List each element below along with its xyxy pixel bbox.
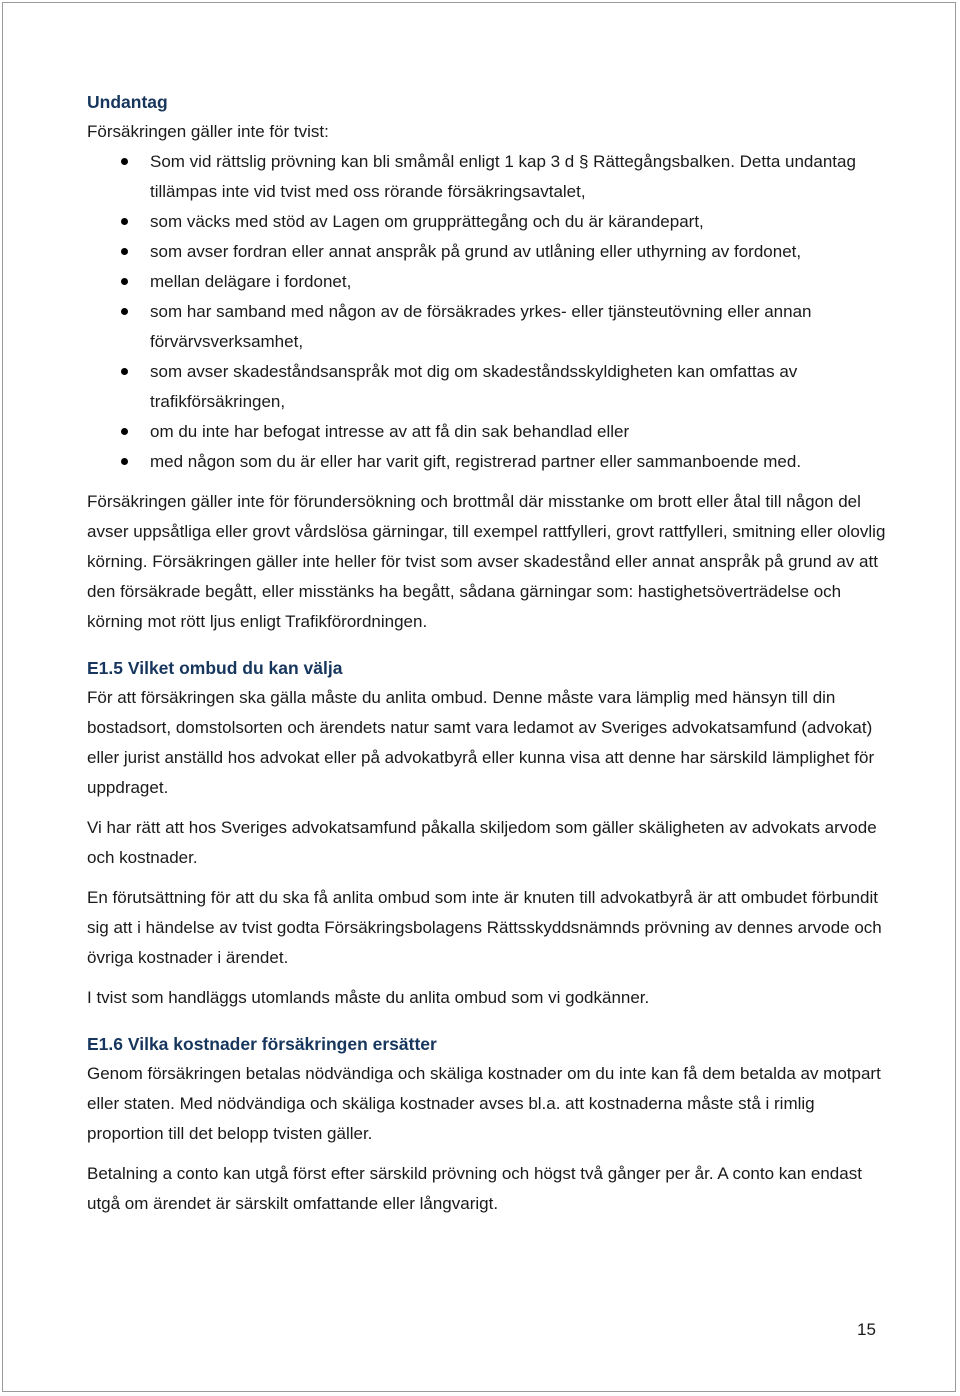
spacer [87, 973, 887, 983]
list-item: som väcks med stöd av Lagen om grupprättegång och du är kärandepart, [150, 207, 887, 237]
list-item: som avser skadeståndsanspråk mot dig om skadeståndsskyldigheten kan omfattas av trafikförsäkringen, [150, 357, 887, 417]
list-item: som har samband med någon av de försäkrades yrkes- eller tjänsteutövning eller annan förvärvsverksamhet, [150, 297, 887, 357]
spacer [87, 803, 887, 813]
exceptions-list [87, 147, 887, 477]
document-page [2, 2, 956, 1392]
e15-paragraph-2: Vi har rätt att hos Sveriges advokatsamfund påkalla skiljedom som gäller skäligheten av advokats arvode och kostnader. [87, 818, 877, 867]
spacer [87, 1149, 887, 1159]
section-heading-e15: E1.5 Vilket ombud du kan välja [87, 658, 343, 678]
list-item: Som vid rättslig prövning kan bli småmål enligt 1 kap 3 d § Rättegångsbalken. Detta undantag tillämpas inte vid tvist med oss rörande försäkringsavtalet, [150, 147, 887, 207]
spacer [87, 873, 887, 883]
section-heading-undantag: Undantag [87, 92, 168, 112]
e15-paragraph-3: En förutsättning för att du ska få anlita ombud som inte är knuten till advokatbyrå är att ombudet förbundit sig att i händelse av tvist godta Försäkringsbolagens Rättsskyddsnämnds prövning av dennes arvode och övriga kostnader i ärendet. [87, 888, 882, 967]
page-content [87, 87, 887, 1219]
e15-paragraph-4: I tvist som handläggs utomlands måste du anlita ombud som vi godkänner. [87, 988, 650, 1007]
list-item: mellan delägare i fordonet, [150, 267, 887, 297]
list-item: med någon som du är eller har varit gift, registrerad partner eller sammanboende med. [150, 447, 887, 477]
undantag-paragraph: Försäkringen gäller inte för förundersökning och brottmål där misstanke om brott eller åtal till någon del avser uppsåtliga eller grovt vårdslösa gärningar, till exempel rattfylleri, grovt rattfylleri, smitning eller olovlig körning. Försäkringen gäller inte heller för tvist som avser skadestånd eller annat anspråk på grund av att den försäkrade begått, eller misstänks ha begått, sådana gärningar som: hastighetsöverträdelse och körning mot rött ljus enligt Trafikförordningen. [87, 492, 886, 631]
spacer [87, 477, 887, 487]
list-item: om du inte har befogat intresse av att få din sak behandlad eller [150, 417, 887, 447]
e16-paragraph-2: Betalning a conto kan utgå först efter särskild prövning och högst två gånger per år. A conto kan endast utgå om ärendet är särskilt omfattande eller långvarigt. [87, 1164, 862, 1213]
section-heading-e16: E1.6 Vilka kostnader försäkringen ersätter [87, 1034, 437, 1054]
undantag-intro: Försäkringen gäller inte för tvist: [87, 122, 329, 141]
page-number: 15 [857, 1320, 876, 1339]
e15-paragraph-1: För att försäkringen ska gälla måste du anlita ombud. Denne måste vara lämplig med hänsyn till din bostadsort, domstolsorten och ärendets natur samt vara ledamot av Sveriges advokatsamfund (advokat) eller jurist anställd hos advokat eller på advokatbyrå eller kunna visa att denne har särskild lämplighet för uppdraget. [87, 688, 875, 797]
e16-paragraph-1: Genom försäkringen betalas nödvändiga och skäliga kostnader om du inte kan få dem betalda av motpart eller staten. Med nödvändiga och skäliga kostnader avses bl.a. att kostnaderna måste stå i rimlig proportion till det belopp tvisten gäller. [87, 1064, 881, 1143]
list-item: som avser fordran eller annat anspråk på grund av utlåning eller uthyrning av fordonet, [150, 237, 887, 267]
